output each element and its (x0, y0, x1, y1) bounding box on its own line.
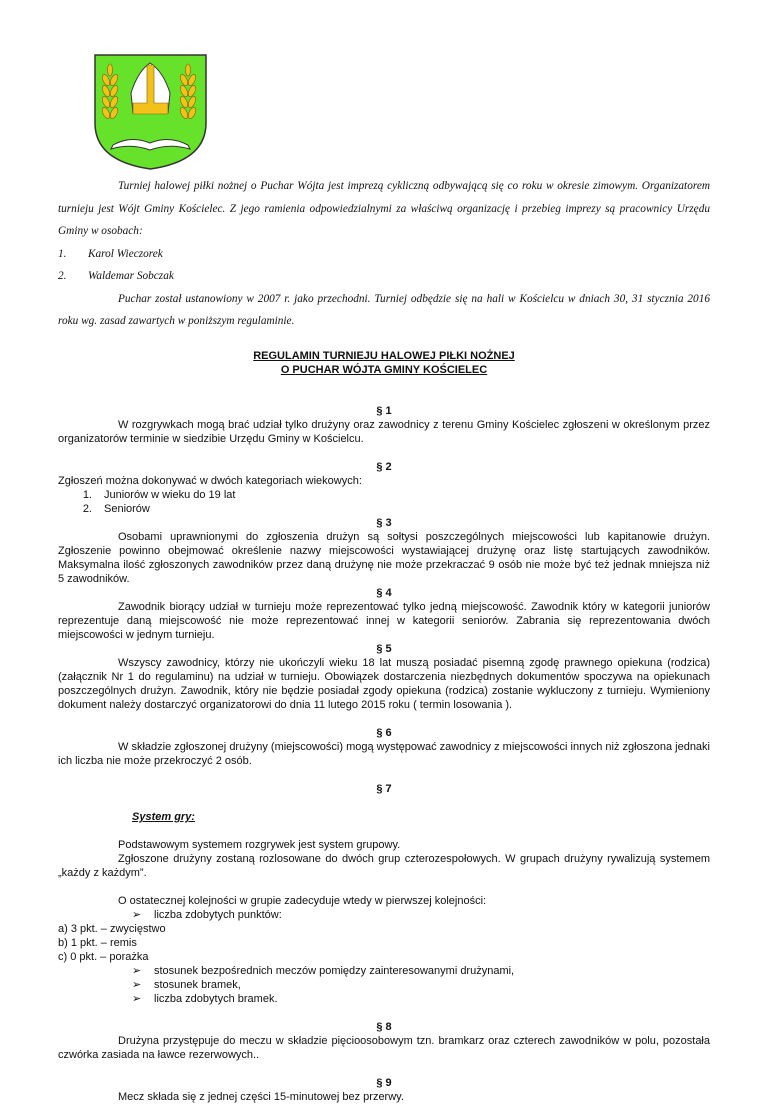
points-item: a) 3 pkt. – zwycięstwo (58, 923, 166, 935)
section-heading: § 9 (376, 1077, 392, 1089)
list-item (58, 502, 710, 516)
bullet-item (58, 908, 710, 922)
section-subtitle: System gry: (132, 811, 195, 823)
list-number: 2. (58, 270, 67, 282)
arrow-bullet-icon: ➢ (132, 993, 142, 1005)
section-text: Wszyscy zawodnicy, którzy nie ukończyli wieku 18 lat muszą posiadać pisemną zgodę prawnego opiekuna (rodzica) (załącznik Nr 1 do regulaminu) na udział w turnieju. Obowiązek dostarczenia niezbędnych dokumentów spoczywa na opiekunach poszczególnych drużyn. Zawodnik, który nie będzie posiadał zgody opiekuna (rodzica) zostanie wykluczony z turnieju. Wymieniony dokument należy dostarczyć organizatorowi do dnia 11 lutego 2015 roku ( termin losowania ). (58, 657, 710, 711)
section-text: Drużyna przystępuje do meczu w składzie pięcioosobowym tzn. bramkarz oraz czterech zawodników w polu, pozostała czwórka zasiada na ławce rezerwowych.. (58, 1035, 710, 1061)
arrow-bullet-icon: ➢ (132, 909, 142, 921)
list-number: 1. (82, 489, 92, 501)
intro-section (58, 175, 710, 333)
section-heading: § 2 (376, 461, 392, 473)
section-text: Zgłoszone drużyny zostaną rozlosowane do dwóch grup czterozespołowych. W grupach drużyny rywalizują systemem „każdy z każdym”. (58, 853, 710, 879)
regulations-body (58, 349, 710, 1104)
list-item (58, 488, 710, 502)
arrow-bullet-icon: ➢ (132, 965, 142, 977)
points-item: b) 1 pkt. – remis (58, 937, 137, 949)
list-text: Seniorów (104, 503, 150, 515)
document-title: REGULAMIN TURNIEJU HALOWEJ PIŁKI NOŻNEJ (253, 350, 515, 362)
section-text: O ostatecznej kolejności w grupie zadecyduje wtedy w pierwszej kolejności: (118, 895, 487, 907)
section-text: Podstawowym systemem rozgrywek jest system grupowy. (118, 839, 401, 851)
bullet-text: liczba zdobytych punktów: (154, 909, 282, 921)
document-title: O PUCHAR WÓJTA GMINY KOŚCIELEC (280, 364, 488, 376)
section-heading: § 3 (376, 517, 392, 529)
list-text: Juniorów w wieku do 19 lat (104, 489, 236, 501)
list-number: 1. (58, 247, 67, 260)
bullet-item (58, 964, 710, 978)
bullet-text: liczba zdobytych bramek. (154, 993, 278, 1005)
arrow-bullet-icon: ➢ (132, 979, 142, 991)
section-heading: § 8 (376, 1021, 392, 1033)
intro-paragraph: Puchar został ustanowiony w 2007 r. jako przechodni. Turniej odbędzie się na hali w Kościelcu w dniach 30, 31 stycznia 2016 roku wg. zasad zawartych w poniższym regulaminie. (58, 292, 710, 327)
intro-paragraph: Turniej halowej piłki nożnej o Puchar Wójta jest imprezą cykliczną odbywającą się co roku w okresie zimowym. Organizatorem turnieju jest Wójt Gminy Kościelec. Z jego ramienia odpowiedzialnymi za właściwą organizację i przebieg imprezy są pracownicy Urzędu Gminy w osobach: (58, 180, 710, 237)
points-item: c) 0 pkt. – porażka (58, 951, 149, 963)
section-text: Mecz składa się z jednej części 15-minutowej bez przerwy. (118, 1091, 404, 1103)
organizer-name: Waldemar Sobczak (88, 270, 174, 282)
section-heading: § 4 (376, 587, 392, 599)
bullet-item (58, 992, 710, 1006)
bullet-text: stosunek bramek, (154, 979, 241, 991)
section-heading: § 1 (376, 405, 392, 417)
organizer-list-item (58, 243, 710, 266)
list-number: 2. (82, 503, 92, 515)
section-text: W składzie zgłoszonej drużyny (miejscowości) mogą występować zawodnicy z miejscowości innych niż zgłoszona jednaki ich liczba nie może przekroczyć 2 osób. (58, 741, 710, 767)
section-text: Zgłoszeń można dokonywać w dwóch kategoriach wiekowych: (58, 475, 362, 487)
section-heading: § 7 (376, 783, 392, 795)
coat-of-arms-logo (93, 53, 208, 171)
bullet-item (58, 978, 710, 992)
organizer-list-item (58, 265, 710, 288)
section-heading: § 5 (376, 643, 392, 655)
organizer-name: Karol Wieczorek (88, 247, 163, 260)
section-text: Zawodnik biorący udział w turnieju może reprezentować tylko jedną miejscowość. Zawodnik który w kategorii juniorów reprezentuje daną miejscowość nie może reprezentować innej w kategorii seniorów. Zabrania się reprezentowania dwóch miejscowości w jednym turnieju. (58, 601, 710, 641)
bullet-text: stosunek bezpośrednich meczów pomiędzy zainteresowanymi drużynami, (154, 965, 515, 977)
section-text: Osobami uprawnionymi do zgłoszenia drużyn są sołtysi poszczególnych miejscowości lub kapitanowie drużyn. Zgłoszenie powinno obejmować określenie nazwy miejscowości wystawiającej drużynę oraz listę startujących zawodników. Maksymalna ilość zgłoszonych zawodników przez daną drużynę nie może przekraczać 9 osób nie może być też jednak mniejsza niż 5 zawodników. (58, 531, 710, 585)
section-text: W rozgrywkach mogą brać udział tylko drużyny oraz zawodnicy z terenu Gminy Kościelec zgłoszeni w określonym przez organizatorów terminie w siedzibie Urzędu Gminy w Kościelcu. (58, 419, 710, 445)
section-heading: § 6 (376, 727, 392, 739)
